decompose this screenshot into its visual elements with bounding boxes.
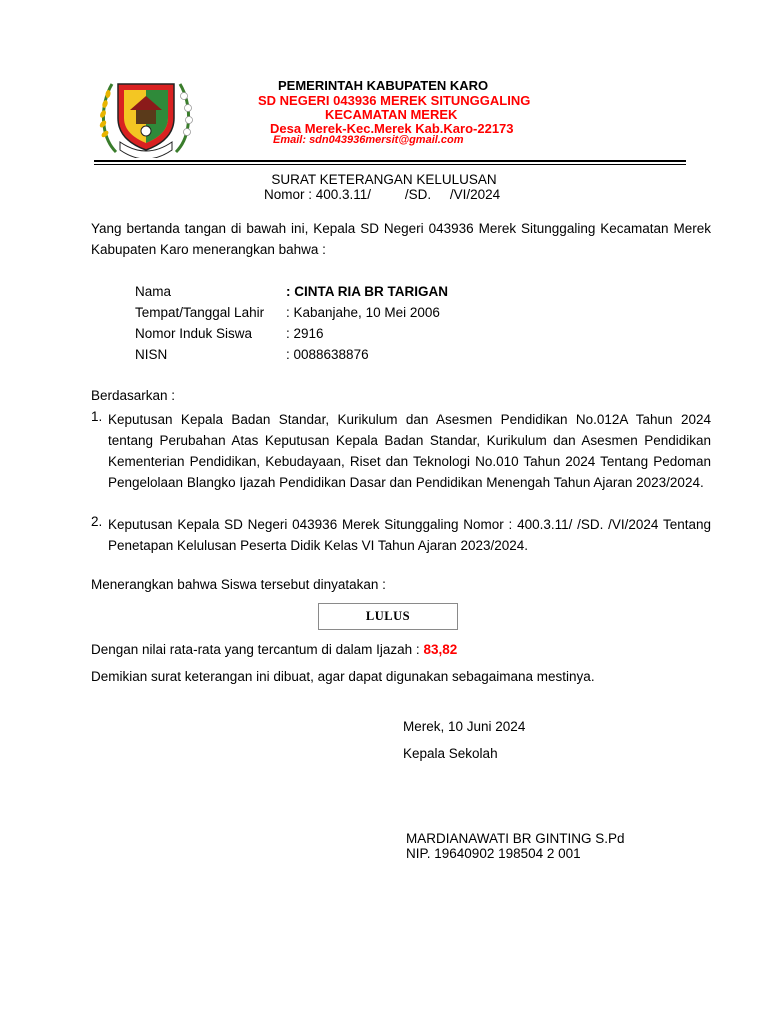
- signatory-name: MARDIANAWATI BR GINTING S.Pd: [406, 831, 625, 846]
- signatory-nip: NIP. 19640902 198504 2 001: [406, 846, 581, 861]
- letterhead-divider-thick: [94, 160, 686, 162]
- student-number-label: Nomor Induk Siswa: [135, 326, 253, 341]
- school-logo: [96, 74, 196, 158]
- result-statement: Menerangkan bahwa Siswa tersebut dinyatakan :: [91, 577, 386, 592]
- birth-value: : Kabanjahe, 10 Mei 2006: [286, 305, 440, 320]
- basis-item-1: Keputusan Kepala Badan Standar, Kurikulum dan Asesmen Pendidikan No.012A Tahun 2024 tentang Perubahan Atas Keputusan Kepala Badan Standar, Kurikulum dan Asesmen Pendidikan Kementerian Pendidikan, Kebudayaan, Riset dan Teknologi No.010 Tahun 2024 Tentang Pedoman Pengelolaan Blangko Ijazah Pendidikan Dasar dan Pendidikan Menengah Tahun Ajaran 2023/2024.: [108, 412, 711, 490]
- grade-label: Dengan nilai rata-rata yang tercantum di dalam Ijazah :: [91, 642, 424, 657]
- birth-label: Tempat/Tanggal Lahir: [135, 305, 265, 320]
- basis-item-1-number: 1.: [91, 409, 103, 424]
- nisn-value: : 0088638876: [286, 347, 369, 362]
- letterhead-address: Desa Merek-Kec.Merek Kab.Karo-22173: [270, 121, 514, 136]
- letterhead-school-name: SD NEGERI 043936 MEREK SITUNGGALING: [258, 93, 531, 108]
- student-number-value: : 2916: [286, 326, 324, 341]
- letterhead-divider-thin: [94, 164, 686, 165]
- place-date: Merek, 10 Juni 2024: [403, 719, 526, 734]
- closing-statement: Demikian surat keterangan ini dibuat, agar dapat digunakan sebagaimana mestinya.: [91, 669, 595, 684]
- basis-item-2: Keputusan Kepala SD Negeri 043936 Merek Situnggaling Nomor : 400.3.11/ /SD. /VI/2024 Tentang Penetapan Kelulusan Peserta Didik Kelas VI Tahun Ajaran 2023/2024.: [108, 517, 711, 553]
- letterhead-district: KECAMATAN MEREK: [325, 107, 458, 122]
- graduation-status-box: LULUS: [318, 603, 458, 630]
- grade-line: [91, 642, 457, 657]
- letterhead-email: Email: sdn043936mersit@gmail.com: [273, 134, 464, 146]
- grade-value: 83,82: [423, 642, 458, 657]
- nisn-label: NISN: [135, 347, 168, 362]
- signatory-position: Kepala Sekolah: [403, 746, 498, 761]
- basis-item-2-number: 2.: [91, 514, 103, 529]
- name-label: Nama: [135, 284, 172, 299]
- document-number: Nomor : 400.3.11/ /SD. /VI/2024: [264, 187, 501, 202]
- letterhead-government: PEMERINTAH KABUPATEN KARO: [278, 78, 489, 93]
- basis-heading: Berdasarkan :: [91, 388, 176, 403]
- document-title: SURAT KETERANGAN KELULUSAN: [271, 172, 497, 187]
- name-value: : CINTA RIA BR TARIGAN: [286, 284, 448, 299]
- intro-paragraph: Yang bertanda tangan di bawah ini, Kepala SD Negeri 043936 Merek Situnggaling Kecamatan Merek Kabupaten Karo menerangkan bahwa :: [91, 221, 711, 257]
